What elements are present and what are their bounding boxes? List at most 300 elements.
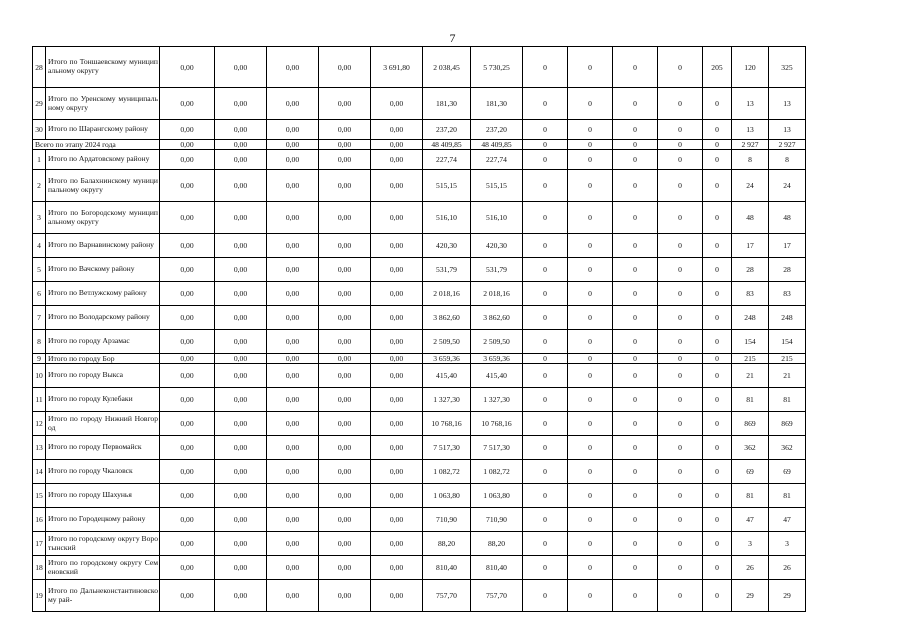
value-cell: 362 — [732, 436, 769, 460]
row-number-cell: 1 — [33, 150, 46, 170]
value-cell: 869 — [732, 412, 769, 436]
value-cell: 515,15 — [471, 170, 523, 202]
value-cell: 0 — [568, 150, 613, 170]
table-row — [33, 234, 806, 258]
value-cell: 0 — [703, 330, 732, 354]
table-row — [33, 306, 806, 330]
value-cell: 0,00 — [215, 150, 267, 170]
value-cell: 0 — [568, 140, 613, 150]
row-number-cell: 5 — [33, 258, 46, 282]
municipality-name-cell: Итого по Богородскому муниципальному округу — [46, 202, 160, 234]
value-cell: 21 — [732, 364, 769, 388]
value-cell: 0 — [658, 47, 703, 88]
row-number-cell: 7 — [33, 306, 46, 330]
value-cell: 362 — [769, 436, 806, 460]
municipality-name-cell: Итого по Шарангскому району — [46, 120, 160, 140]
value-cell: 0,00 — [215, 436, 267, 460]
value-cell: 21 — [769, 364, 806, 388]
value-cell: 1 063,80 — [471, 484, 523, 508]
value-cell: 0,00 — [319, 460, 371, 484]
value-cell: 215 — [769, 354, 806, 364]
table-row — [33, 47, 806, 88]
value-cell: 0,00 — [267, 532, 319, 556]
value-cell: 48 409,85 — [423, 140, 471, 150]
municipality-name-cell: Итого по городу Арзамас — [46, 330, 160, 354]
value-cell: 0,00 — [215, 140, 267, 150]
value-cell: 0,00 — [215, 354, 267, 364]
value-cell: 0,00 — [319, 202, 371, 234]
value-cell: 0,00 — [160, 150, 215, 170]
value-cell: 869 — [769, 412, 806, 436]
value-cell: 0,00 — [371, 88, 423, 120]
value-cell: 0 — [613, 282, 658, 306]
value-cell: 8 — [769, 150, 806, 170]
value-cell: 0 — [703, 460, 732, 484]
row-number-cell: 8 — [33, 330, 46, 354]
value-cell: 0 — [568, 330, 613, 354]
value-cell: 0,00 — [267, 140, 319, 150]
value-cell: 0,00 — [160, 140, 215, 150]
municipality-name-cell: Итого по Ветлужскому району — [46, 282, 160, 306]
value-cell: 0,00 — [160, 170, 215, 202]
value-cell: 0,00 — [215, 88, 267, 120]
value-cell: 0,00 — [160, 556, 215, 580]
value-cell: 5 730,25 — [471, 47, 523, 88]
municipality-name-cell: Итого по городу Кулебаки — [46, 388, 160, 412]
value-cell: 0 — [703, 436, 732, 460]
value-cell: 0 — [613, 202, 658, 234]
value-cell: 0 — [703, 484, 732, 508]
value-cell: 0 — [703, 580, 732, 612]
value-cell: 0 — [613, 47, 658, 88]
value-cell: 3 — [732, 532, 769, 556]
municipality-name-cell: Итого по городу Шахунья — [46, 484, 160, 508]
value-cell: 0 — [523, 234, 568, 258]
table-row — [33, 88, 806, 120]
value-cell: 0 — [568, 306, 613, 330]
value-cell: 0,00 — [319, 258, 371, 282]
table-row — [33, 460, 806, 484]
table-row — [33, 150, 806, 170]
value-cell: 0,00 — [267, 508, 319, 532]
value-cell: 0 — [703, 306, 732, 330]
value-cell: 0,00 — [160, 120, 215, 140]
value-cell: 0 — [613, 412, 658, 436]
value-cell: 0 — [658, 354, 703, 364]
value-cell: 0,00 — [371, 282, 423, 306]
value-cell: 181,30 — [423, 88, 471, 120]
value-cell: 1 082,72 — [423, 460, 471, 484]
value-cell: 0 — [568, 388, 613, 412]
municipality-name-cell: Итого по городу Бор — [46, 354, 160, 364]
value-cell: 2 018,16 — [471, 282, 523, 306]
value-cell: 81 — [732, 484, 769, 508]
value-cell: 0 — [523, 88, 568, 120]
value-cell: 0 — [523, 306, 568, 330]
table-row — [33, 580, 806, 612]
value-cell: 0,00 — [319, 388, 371, 412]
value-cell: 2 038,45 — [423, 47, 471, 88]
value-cell: 0 — [703, 140, 732, 150]
value-cell: 0,00 — [215, 306, 267, 330]
value-cell: 0 — [568, 234, 613, 258]
value-cell: 0,00 — [215, 556, 267, 580]
row-number-cell: 12 — [33, 412, 46, 436]
value-cell: 0 — [568, 258, 613, 282]
value-cell: 0 — [523, 354, 568, 364]
value-cell: 0,00 — [319, 330, 371, 354]
table-row — [33, 202, 806, 234]
value-cell: 0,00 — [267, 580, 319, 612]
municipality-name-cell: Итого по Володарскому району — [46, 306, 160, 330]
value-cell: 0 — [703, 508, 732, 532]
table-row — [33, 258, 806, 282]
value-cell: 0 — [613, 388, 658, 412]
row-number-cell: 19 — [33, 580, 46, 612]
value-cell: 83 — [732, 282, 769, 306]
value-cell: 0,00 — [160, 88, 215, 120]
value-cell: 13 — [769, 120, 806, 140]
value-cell: 0,00 — [371, 556, 423, 580]
value-cell: 0,00 — [371, 412, 423, 436]
municipality-name-cell: Итого по Дальнеконстантиновскому рай- — [46, 580, 160, 612]
value-cell: 0 — [613, 580, 658, 612]
value-cell: 757,70 — [471, 580, 523, 612]
value-cell: 0 — [568, 460, 613, 484]
value-cell: 0 — [568, 532, 613, 556]
value-cell: 0 — [658, 120, 703, 140]
value-cell: 24 — [769, 170, 806, 202]
table-row — [33, 436, 806, 460]
value-cell: 0,00 — [319, 234, 371, 258]
value-cell: 81 — [769, 484, 806, 508]
value-cell: 0,00 — [215, 170, 267, 202]
value-cell: 0 — [568, 412, 613, 436]
value-cell: 0,00 — [215, 388, 267, 412]
value-cell: 415,40 — [423, 364, 471, 388]
value-cell: 757,70 — [423, 580, 471, 612]
value-cell: 0 — [568, 354, 613, 364]
value-cell: 0 — [658, 364, 703, 388]
value-cell: 0,00 — [160, 508, 215, 532]
value-cell: 420,30 — [471, 234, 523, 258]
table-body — [33, 47, 806, 612]
value-cell: 0 — [613, 120, 658, 140]
value-cell: 2 927 — [769, 140, 806, 150]
value-cell: 0 — [523, 556, 568, 580]
value-cell: 710,90 — [423, 508, 471, 532]
value-cell: 0,00 — [319, 580, 371, 612]
value-cell: 0,00 — [267, 364, 319, 388]
row-number-cell: 17 — [33, 532, 46, 556]
value-cell: 0 — [658, 388, 703, 412]
value-cell: 0,00 — [267, 354, 319, 364]
value-cell: 0,00 — [215, 258, 267, 282]
table-row — [33, 484, 806, 508]
value-cell: 0,00 — [319, 120, 371, 140]
value-cell: 0,00 — [267, 306, 319, 330]
value-cell: 13 — [732, 88, 769, 120]
value-cell: 2 509,50 — [423, 330, 471, 354]
value-cell: 0,00 — [160, 436, 215, 460]
value-cell: 0 — [523, 47, 568, 88]
value-cell: 0,00 — [215, 120, 267, 140]
value-cell: 0,00 — [215, 580, 267, 612]
municipality-name-cell: Итого по городу Чкаловск — [46, 460, 160, 484]
value-cell: 0,00 — [371, 170, 423, 202]
value-cell: 1 327,30 — [471, 388, 523, 412]
value-cell: 0 — [658, 508, 703, 532]
value-cell: 0,00 — [371, 120, 423, 140]
value-cell: 0,00 — [319, 306, 371, 330]
value-cell: 0 — [658, 532, 703, 556]
value-cell: 0 — [703, 282, 732, 306]
row-number-cell: 13 — [33, 436, 46, 460]
value-cell: 0 — [613, 306, 658, 330]
value-cell: 29 — [732, 580, 769, 612]
value-cell: 0,00 — [215, 484, 267, 508]
value-cell: 0 — [568, 88, 613, 120]
value-cell: 13 — [732, 120, 769, 140]
value-cell: 531,79 — [471, 258, 523, 282]
municipality-name-cell: Итого по Тоншаевскому муниципальному округу — [46, 47, 160, 88]
value-cell: 0 — [658, 88, 703, 120]
value-cell: 0,00 — [215, 364, 267, 388]
table-row — [33, 170, 806, 202]
value-cell: 0 — [613, 88, 658, 120]
value-cell: 81 — [732, 388, 769, 412]
value-cell: 0 — [568, 508, 613, 532]
value-cell: 0 — [568, 47, 613, 88]
table-row — [33, 354, 806, 364]
value-cell: 0 — [568, 436, 613, 460]
value-cell: 0 — [568, 364, 613, 388]
value-cell: 0 — [613, 170, 658, 202]
value-cell: 0,00 — [267, 88, 319, 120]
value-cell: 0 — [703, 258, 732, 282]
value-cell: 181,30 — [471, 88, 523, 120]
value-cell: 0 — [703, 364, 732, 388]
value-cell: 0 — [613, 532, 658, 556]
value-cell: 2 509,50 — [471, 330, 523, 354]
value-cell: 3 862,60 — [471, 306, 523, 330]
value-cell: 0 — [523, 364, 568, 388]
value-cell: 0,00 — [215, 202, 267, 234]
value-cell: 0,00 — [160, 532, 215, 556]
municipality-name-cell: Итого по Балахнинскому муниципальному округу — [46, 170, 160, 202]
value-cell: 516,10 — [471, 202, 523, 234]
value-cell: 227,74 — [423, 150, 471, 170]
value-cell: 17 — [769, 234, 806, 258]
value-cell: 0 — [658, 436, 703, 460]
value-cell: 0,00 — [371, 354, 423, 364]
value-cell: 0,00 — [267, 150, 319, 170]
value-cell: 0,00 — [371, 234, 423, 258]
value-cell: 0 — [523, 282, 568, 306]
row-number-cell: 16 — [33, 508, 46, 532]
row-number-cell: 6 — [33, 282, 46, 306]
value-cell: 0 — [658, 140, 703, 150]
table-row — [33, 120, 806, 140]
value-cell: 1 327,30 — [423, 388, 471, 412]
value-cell: 13 — [769, 88, 806, 120]
value-cell: 0 — [523, 202, 568, 234]
value-cell: 0 — [658, 330, 703, 354]
row-number-cell: 15 — [33, 484, 46, 508]
value-cell: 0 — [568, 202, 613, 234]
page-number: 7 — [449, 31, 456, 45]
value-cell: 154 — [769, 330, 806, 354]
value-cell: 0,00 — [267, 556, 319, 580]
value-cell: 227,74 — [471, 150, 523, 170]
value-cell: 0,00 — [371, 364, 423, 388]
value-cell: 83 — [769, 282, 806, 306]
value-cell: 28 — [732, 258, 769, 282]
table-row — [33, 388, 806, 412]
value-cell: 0,00 — [319, 484, 371, 508]
municipality-name-cell: Итого по Ардатовскому району — [46, 150, 160, 170]
value-cell: 0,00 — [371, 202, 423, 234]
value-cell: 7 517,30 — [471, 436, 523, 460]
value-cell: 0,00 — [267, 234, 319, 258]
value-cell: 0,00 — [267, 170, 319, 202]
value-cell: 0,00 — [215, 532, 267, 556]
value-cell: 237,20 — [423, 120, 471, 140]
value-cell: 47 — [732, 508, 769, 532]
value-cell: 0,00 — [371, 532, 423, 556]
value-cell: 2 927 — [732, 140, 769, 150]
value-cell: 0 — [658, 306, 703, 330]
value-cell: 0 — [703, 388, 732, 412]
value-cell: 0,00 — [267, 258, 319, 282]
value-cell: 0 — [613, 508, 658, 532]
row-number-cell: 14 — [33, 460, 46, 484]
value-cell: 0,00 — [160, 580, 215, 612]
value-cell: 3 — [769, 532, 806, 556]
value-cell: 0 — [523, 508, 568, 532]
value-cell: 0,00 — [215, 330, 267, 354]
value-cell: 0,00 — [215, 47, 267, 88]
value-cell: 0 — [613, 140, 658, 150]
value-cell: 710,90 — [471, 508, 523, 532]
value-cell: 0,00 — [215, 460, 267, 484]
value-cell: 237,20 — [471, 120, 523, 140]
value-cell: 0 — [523, 258, 568, 282]
value-cell: 0,00 — [319, 364, 371, 388]
value-cell: 0,00 — [319, 88, 371, 120]
value-cell: 3 659,36 — [471, 354, 523, 364]
value-cell: 1 063,80 — [423, 484, 471, 508]
value-cell: 3 659,36 — [423, 354, 471, 364]
value-cell: 0 — [523, 330, 568, 354]
value-cell: 0 — [613, 258, 658, 282]
value-cell: 48 — [732, 202, 769, 234]
value-cell: 0,00 — [371, 460, 423, 484]
value-cell: 29 — [769, 580, 806, 612]
value-cell: 0 — [703, 88, 732, 120]
value-cell: 47 — [769, 508, 806, 532]
value-cell: 0,00 — [267, 330, 319, 354]
table-row — [33, 412, 806, 436]
value-cell: 0,00 — [160, 330, 215, 354]
value-cell: 0 — [658, 460, 703, 484]
row-number-cell: 3 — [33, 202, 46, 234]
value-cell: 0,00 — [267, 484, 319, 508]
value-cell: 0,00 — [319, 556, 371, 580]
value-cell: 0 — [658, 412, 703, 436]
value-cell: 0 — [523, 170, 568, 202]
value-cell: 0 — [703, 412, 732, 436]
value-cell: 154 — [732, 330, 769, 354]
value-cell: 515,15 — [423, 170, 471, 202]
value-cell: 0 — [613, 460, 658, 484]
value-cell: 17 — [732, 234, 769, 258]
value-cell: 3 691,80 — [371, 47, 423, 88]
value-cell: 0 — [703, 150, 732, 170]
value-cell: 0,00 — [371, 436, 423, 460]
value-cell: 28 — [769, 258, 806, 282]
municipality-name-cell: Итого по городскому округу Семеновский — [46, 556, 160, 580]
municipality-name-cell: Итого по городу Нижний Новгород — [46, 412, 160, 436]
value-cell: 0 — [658, 150, 703, 170]
value-cell: 0,00 — [319, 508, 371, 532]
value-cell: 0,00 — [371, 580, 423, 612]
row-number-cell: 9 — [33, 354, 46, 364]
value-cell: 0 — [703, 170, 732, 202]
value-cell: 0 — [613, 436, 658, 460]
value-cell: 531,79 — [423, 258, 471, 282]
value-cell: 0 — [613, 484, 658, 508]
total-label-cell: Всего по этапу 2024 года — [33, 140, 160, 150]
value-cell: 0 — [703, 120, 732, 140]
value-cell: 0,00 — [267, 388, 319, 412]
value-cell: 248 — [732, 306, 769, 330]
summary-table — [32, 46, 806, 612]
value-cell: 0 — [658, 484, 703, 508]
value-cell: 0 — [703, 556, 732, 580]
row-number-cell: 28 — [33, 47, 46, 88]
value-cell: 120 — [732, 47, 769, 88]
table-row — [33, 508, 806, 532]
municipality-name-cell: Итого по Варнавинскому району — [46, 234, 160, 258]
value-cell: 0 — [703, 234, 732, 258]
value-cell: 415,40 — [471, 364, 523, 388]
value-cell: 10 768,16 — [471, 412, 523, 436]
municipality-name-cell: Итого по городу Первомайск — [46, 436, 160, 460]
row-number-cell: 30 — [33, 120, 46, 140]
value-cell: 0 — [613, 364, 658, 388]
value-cell: 0,00 — [319, 354, 371, 364]
row-number-cell: 11 — [33, 388, 46, 412]
value-cell: 0,00 — [267, 412, 319, 436]
value-cell: 0 — [613, 354, 658, 364]
value-cell: 0 — [658, 258, 703, 282]
value-cell: 810,40 — [423, 556, 471, 580]
value-cell: 0,00 — [319, 532, 371, 556]
value-cell: 0,00 — [267, 202, 319, 234]
value-cell: 0 — [523, 460, 568, 484]
value-cell: 0 — [523, 580, 568, 612]
value-cell: 0 — [658, 580, 703, 612]
value-cell: 0 — [523, 150, 568, 170]
table-total-row — [33, 140, 806, 150]
value-cell: 0,00 — [371, 258, 423, 282]
municipality-name-cell: Итого по Городецкому району — [46, 508, 160, 532]
value-cell: 0 — [658, 234, 703, 258]
value-cell: 0,00 — [160, 258, 215, 282]
table-row — [33, 556, 806, 580]
value-cell: 0 — [523, 532, 568, 556]
